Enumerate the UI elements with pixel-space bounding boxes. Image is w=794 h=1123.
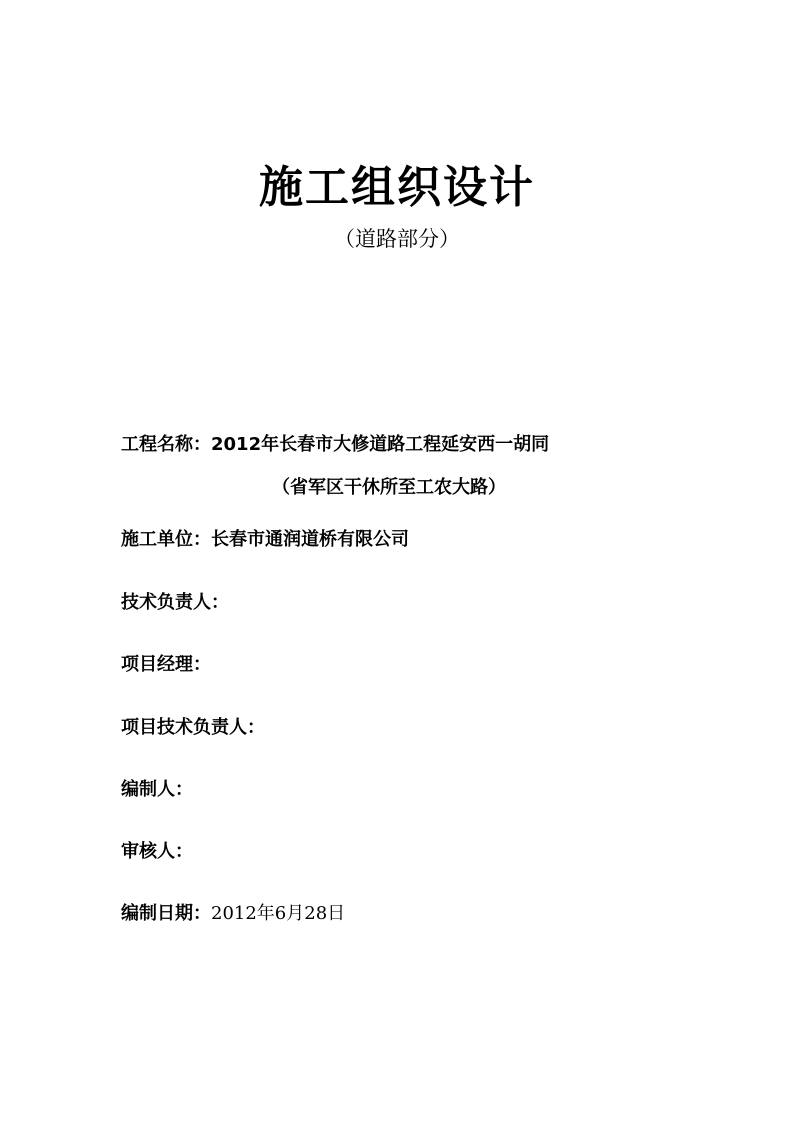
document-subtitle: （道路部分） <box>334 227 460 251</box>
project-technical-lead-label: 项目技术负责人： <box>121 717 265 738</box>
construction-unit-value: 长春市通润道桥有限公司 <box>211 529 409 550</box>
compiler-label: 编制人： <box>121 779 193 800</box>
project-manager-field <box>121 652 211 678</box>
project-manager-label: 项目经理： <box>121 654 211 675</box>
construction-unit-field <box>121 527 409 553</box>
project-name-label: 工程名称： <box>121 434 211 455</box>
project-name-continuation: （省军区干休所至工农大路） <box>272 477 506 498</box>
project-name-value: 2012年长春市大修道路工程延安西一胡同 <box>211 434 550 455</box>
project-name-field <box>121 432 549 458</box>
compile-date-field <box>121 901 345 927</box>
construction-unit-label: 施工单位： <box>121 529 211 550</box>
technical-lead-label: 技术负责人： <box>121 592 229 613</box>
reviewer-field <box>121 839 193 865</box>
technical-lead-field <box>121 590 229 616</box>
compile-date-value: 2012年6月28日 <box>211 903 346 924</box>
compile-date-label: 编制日期： <box>121 903 211 924</box>
project-technical-lead-field <box>121 715 265 741</box>
compiler-field <box>121 777 193 803</box>
document-title: 施工组织设计 <box>259 162 535 213</box>
reviewer-label: 审核人： <box>121 841 193 862</box>
